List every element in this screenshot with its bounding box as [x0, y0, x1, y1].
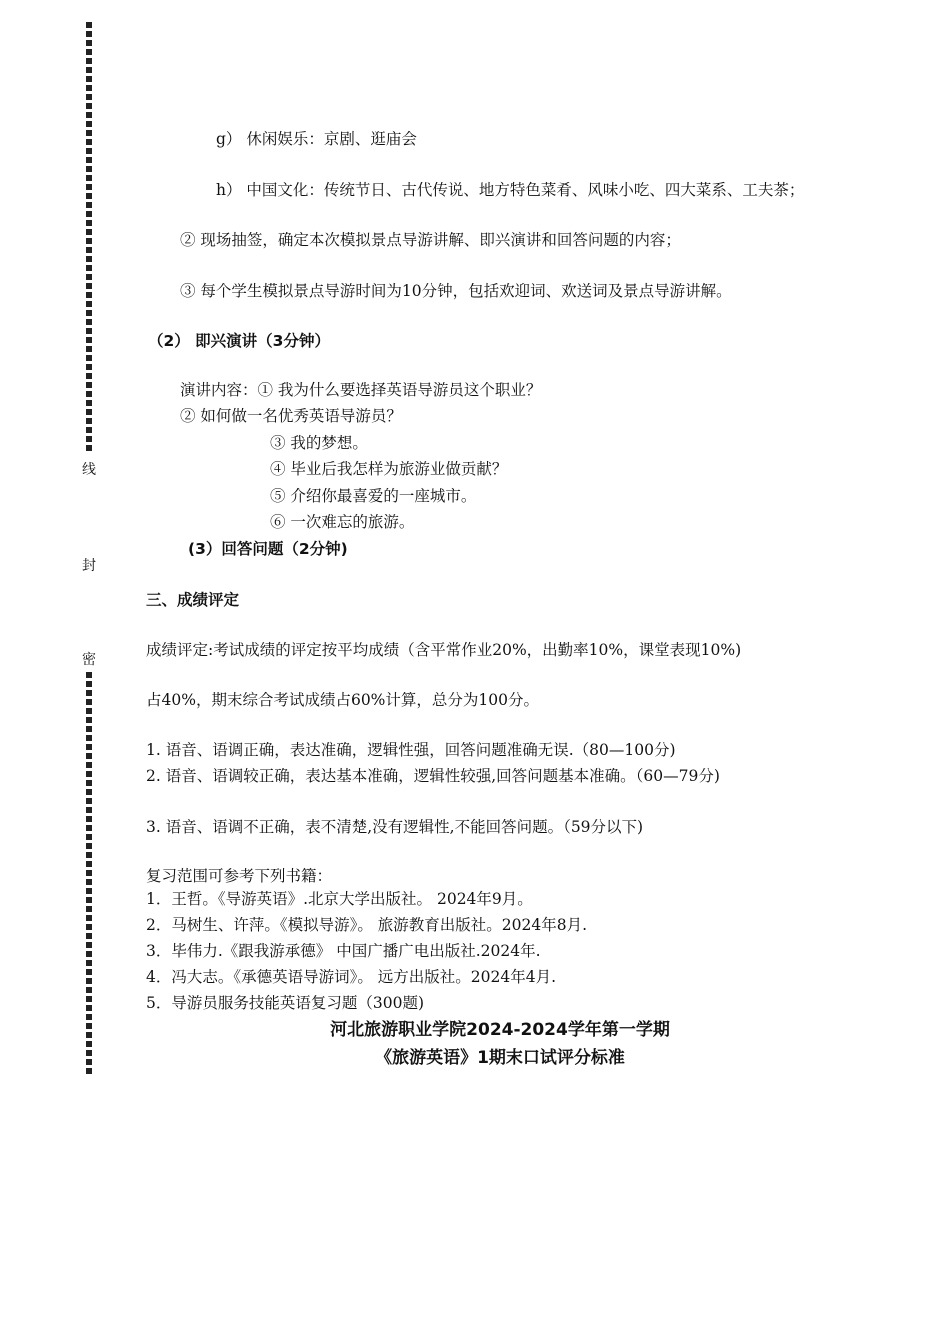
procedure-step-2: ② 现场抽签，确定本次模拟景点导游讲解、即兴演讲和回答问题的内容；: [180, 231, 681, 249]
tour-topic-g: g） 休闲娱乐：京剧、逛庙会: [216, 130, 417, 148]
binding-mark-mi: 密: [82, 652, 96, 668]
speech-topic-5: ⑤ 介绍你最喜爱的一座城市。: [270, 487, 477, 505]
references-intro: 复习范围可参考下列书籍：: [146, 867, 333, 885]
speech-topic-6: ⑥ 一次难忘的旅游。: [270, 513, 415, 531]
binding-mark-feng: 封: [82, 558, 96, 574]
speech-topic-3: ③ 我的梦想。: [270, 434, 368, 452]
speech-topic-4: ④ 毕业后我怎样为旅游业做贡献？: [270, 460, 508, 478]
binding-dashes-bottom: [86, 672, 92, 1074]
binding-mark-xian: 线: [82, 462, 96, 478]
qa-heading: (3）回答问题（2分钟): [188, 540, 348, 558]
reference-book-3: 3．毕伟力.《跟我游承德》 中国广播广电出版社.2024年.: [146, 942, 541, 960]
speech-heading: （2） 即兴演讲（3分钟）: [148, 332, 330, 350]
speech-topic-2: ② 如何做一名优秀英语导游员？: [180, 407, 402, 425]
grading-heading: 三、成绩评定: [146, 591, 240, 609]
grading-para-1: 成绩评定:考试成绩的评定按平均成绩（含平常作业20%，出勤率10%，课堂表现10%): [146, 641, 742, 659]
tour-topic-h: h） 中国文化：传统节日、古代传说、地方特色菜肴、风味小吃、四大菜系、工夫茶；: [216, 181, 805, 199]
grading-criterion-3: 3. 语音、语调不正确，表不清楚,没有逻辑性,不能回答问题。（59分以下): [146, 818, 644, 836]
procedure-step-3: ③ 每个学生模拟景点导游时间为10分钟，包括欢迎词、欢送词及景点导游讲解。: [180, 282, 732, 300]
binding-dashes-top: [86, 22, 92, 452]
binding-margin: [84, 22, 94, 1074]
reference-book-4: 4．冯大志。《承德英语导游词》。 远方出版社。2024年4月.: [146, 968, 557, 986]
speech-topic-1: 演讲内容：① 我为什么要选择英语导游员这个职业？: [180, 381, 542, 399]
grading-para-2: 占40%，期末综合考试成绩占60%计算，总分为100分。: [146, 691, 539, 709]
document-title-line-2: 《旅游英语》1期末口试评分标准: [375, 1048, 625, 1068]
document-title-line-1: 河北旅游职业学院2024-2024学年第一学期: [330, 1020, 670, 1040]
grading-criterion-1: 1. 语音、语调正确，表达准确，逻辑性强，回答问题准确无误.（80—100分): [146, 741, 676, 759]
reference-book-5: 5．导游员服务技能英语复习题（300题): [146, 994, 424, 1012]
grading-criterion-2: 2. 语音、语调较正确，表达基本准确，逻辑性较强,回答问题基本准确。（60—79分): [146, 767, 720, 785]
reference-book-1: 1．王哲。《导游英语》.北京大学出版社。 2024年9月。: [146, 890, 533, 908]
reference-book-2: 2．马树生、许萍。《模拟导游》。 旅游教育出版社。2024年8月.: [146, 916, 588, 934]
